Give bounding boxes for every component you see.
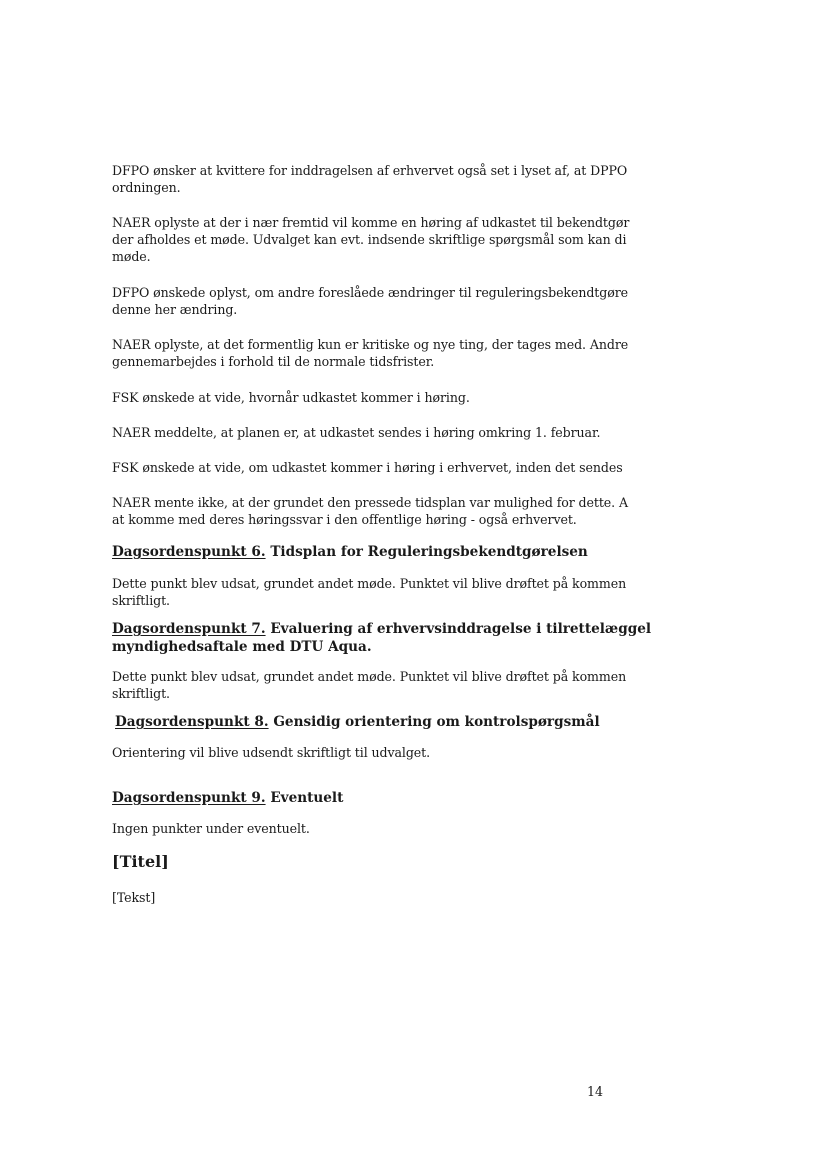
agenda-heading-9 (112, 789, 587, 807)
agenda-label: Dagsordenspunkt 8. (115, 714, 269, 730)
agenda-title: Evaluering af erhvervsinddragelse i tilrettelæggel (270, 621, 652, 637)
agenda-body-9: Ingen punkter under eventuelt. (112, 821, 310, 836)
agenda-body-8: Orientering vil blive udsendt skriftligt til udvalget. (112, 745, 431, 760)
agenda-label: Dagsordenspunkt 9. (112, 790, 266, 806)
agenda-label: Dagsordenspunkt 6. (112, 544, 266, 560)
agenda-heading-7 (112, 620, 652, 656)
agenda-body-6: Dette punkt blev udsat, grundet andet møde. Punktet vil blive drøftet på kommen skriftligt. (112, 576, 627, 608)
paragraph-dfpo-kvittering: DFPO ønsker at kvittere for inddragelsen af erhvervet også set i lyset af, at DPPO ordningen. (112, 163, 628, 195)
paragraph-naer-kritiske: NAER oplyste, at det formentlig kun er kritiske og nye ting, der tages med. Andre gennemarbejdes i forhold til de normale tidsfrister. (112, 337, 629, 369)
paragraph-naer-hoering: NAER oplyste at der i nær fremtid vil komme en høring af udkastet til bekendtgør der afholdes et møde. Udvalget kan evt. indsende skriftlige spørgsmål som kan di møde. (112, 215, 630, 264)
agenda-heading-6 (112, 543, 587, 561)
paragraph-dfpo-aendringer: DFPO ønskede oplyst, om andre foreslåede ændringer til reguleringsbekendtgøre denne her ændring. (112, 285, 628, 317)
paragraph-naer-tidsplan: NAER mente ikke, at der grundet den pressede tidsplan var mulighed for dette. A at komme med deres høringssvar i den offentlige høring - også erhvervet. (112, 495, 628, 527)
placeholder-title: [Titel] (112, 852, 169, 871)
agenda-title: Tidsplan for Reguleringsbekendtgørelsen (270, 544, 588, 560)
agenda-title: Gensidig orientering om kontrolspørgsmål (273, 714, 600, 730)
paragraph-fsk-erhvervet: FSK ønskede at vide, om udkastet kommer i høring i erhvervet, inden det sendes (112, 460, 623, 475)
placeholder-text: [Tekst] (112, 890, 156, 905)
agenda-heading-8 (115, 713, 600, 731)
paragraph-fsk-hvornaar: FSK ønskede at vide, hvornår udkastet kommer i høring. (112, 390, 470, 405)
paragraph-naer-februar: NAER meddelte, at planen er, at udkastet sendes i høring omkring 1. februar. (112, 425, 601, 440)
page-number: 14 (587, 1084, 604, 1099)
agenda-title-continued: myndighedsaftale med DTU Aqua. (112, 639, 372, 655)
agenda-body-7: Dette punkt blev udsat, grundet andet møde. Punktet vil blive drøftet på kommen skriftligt. (112, 669, 627, 701)
agenda-title: Eventuelt (270, 790, 344, 806)
agenda-label: Dagsordenspunkt 7. (112, 621, 266, 637)
